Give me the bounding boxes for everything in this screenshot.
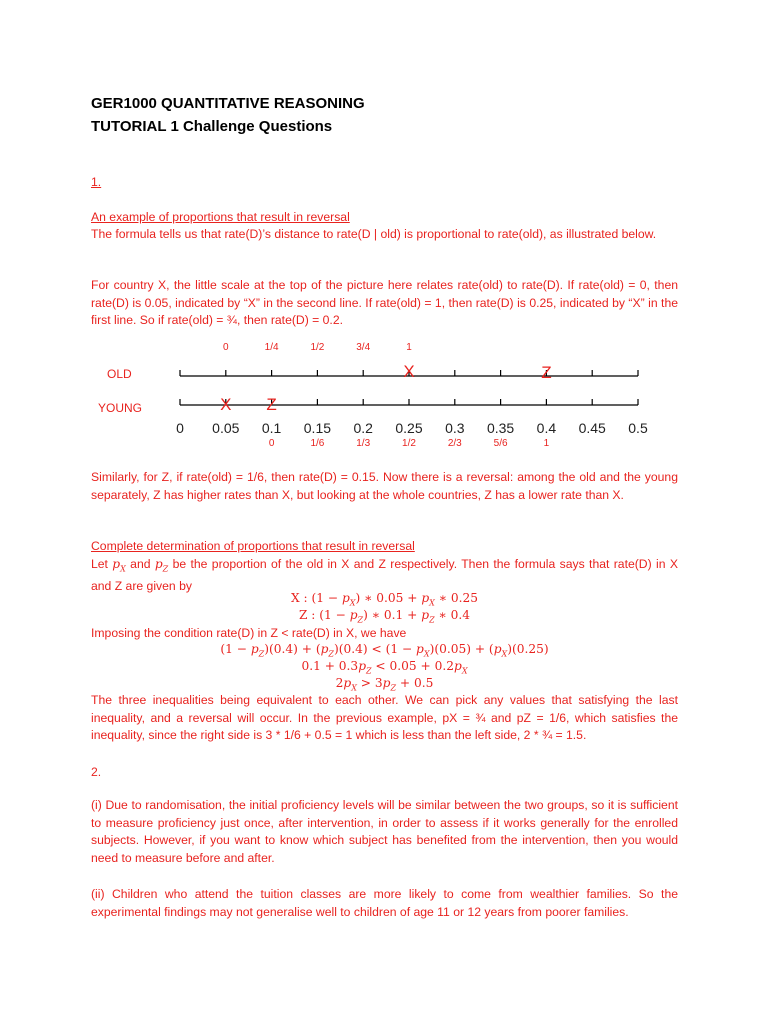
- rate-d-tick-label: 0.3: [445, 420, 465, 436]
- tutorial-title: TUTORIAL 1 Challenge Questions: [91, 118, 333, 135]
- old-rate-scale-labels: [223, 342, 412, 353]
- country-markers: [220, 362, 551, 414]
- young-proportion-label: 1/3: [356, 438, 371, 449]
- old-proportion-label: 3/4: [356, 342, 371, 353]
- young-number-line: [180, 399, 638, 405]
- inequality-3: $2p_X > 3p_Z + 0.5$: [335, 676, 434, 693]
- old-proportion-label: 1: [406, 342, 412, 353]
- inequality-1: $(1 - p_Z)(0.4) + (p_Z)(0.4) < (1 - p_X)(0.05) + (p_X)(0.25)$: [220, 642, 549, 659]
- paragraph-inequalities: The three inequalities being equivalent to each other. We can pick any values that satisfying the last inequality, and a reversal will occur. In the previous example, pX = ¾ and pZ = 1/6, which satisfies the inequality, since the right side is 3 * 1/6 + 0.5 = 1 which is less than the left side, 2 * ¾ = 1.5.: [91, 693, 678, 742]
- rate-scale-figure: [0, 330, 768, 450]
- course-title: GER1000 QUANTITATIVE REASONING: [91, 95, 365, 112]
- rate-d-tick-label: 0.25: [395, 420, 423, 436]
- young-proportion-label: 0: [268, 438, 275, 449]
- rate-d-tick-label: 0.1: [261, 420, 282, 436]
- equation-z: Z : $(1 - p_Z)$ ∗ $0.1 + p_Z$ ∗ 0.4: [298, 608, 471, 625]
- rate-d-tick-label: 0.15: [303, 420, 332, 436]
- paragraph-proportions: Let $p_X$ and $p_Z$ be the proportion of the old in X and Z respectively. Then the formula says that rate(D) in X and Z are given by: [91, 557, 678, 593]
- marker-x-young: X: [220, 395, 232, 414]
- old-proportion-label: 0: [223, 342, 229, 353]
- young-proportion-label: 1: [543, 438, 550, 449]
- paragraph-randomisation: (i) Due to randomisation, the initial proficiency levels will be similar between the two groups, so it is sufficient to measure proficiency just once, after intervention, in order to assess if it works generally for the enrolled subjects. However, if you want to know which subject has benefited from the intervention, then you would need to measure before and after.: [91, 798, 678, 865]
- young-proportion-label: 1/6: [310, 438, 325, 449]
- rate-d-tick-labels: [176, 420, 648, 436]
- paragraph-generalisation: (ii) Children who attend the tuition classes are more likely to come from wealthier families. So the experimental findings may not generalise well to children of age 11 or 12 years from poorer families.: [91, 887, 678, 919]
- marker-x-old: X: [403, 362, 415, 381]
- young-proportion-scale-labels: [269, 438, 550, 449]
- old-proportion-label: 1/2: [310, 342, 325, 353]
- marker-z-old: Z: [541, 363, 552, 382]
- rate-d-tick-label: 0.35: [486, 420, 515, 436]
- rate-d-tick-label: 0.05: [212, 420, 240, 436]
- rate-d-tick-label: 0: [176, 420, 184, 436]
- young-proportion-label: 5/6: [493, 438, 508, 449]
- section-heading-determination: Complete determination of proportions that result in reversal: [91, 539, 415, 553]
- paragraph-condition: Imposing the condition rate(D) in Z < rate(D) in X, we have: [91, 626, 407, 640]
- equation-x: X : $(1 - p_X)$ ∗ $0.05 + p_X$ ∗ 0.25: [290, 591, 479, 608]
- paragraph-reversal-example: Similarly, for Z, if rate(old) = 1/6, then rate(D) = 0.15. Now there is a reversal: among the old and the young separately, Z has higher rates than X, but looking at the whole countries, Z has a lower rate than X.: [91, 470, 678, 502]
- paragraph-formula: The formula tells us that rate(D)’s distance to rate(D | old) is proportional to rate(old), as illustrated below.: [91, 227, 657, 241]
- question-1-number: 1.: [91, 175, 102, 189]
- inequality-2: $0.1 + 0.3p_Z < 0.05 + 0.2p_X$: [301, 659, 468, 676]
- young-proportion-label: 2/3: [447, 438, 462, 449]
- paragraph-country-x: For country X, the little scale at the top of the picture here relates rate(old) to rate(D). If rate(old) = 0, then rate(D) is 0.05, indicated by “X” in the second line. If rate(old) = 1, then rate(D) is 0.25, indicated by “X” in the first line. So if rate(old) = ¾, then rate(D) = 0.2.: [91, 278, 678, 327]
- question-2-number: 2.: [91, 765, 102, 779]
- young-proportion-label: 1/2: [402, 438, 416, 449]
- old-proportion-label: 1/4: [264, 342, 279, 353]
- rate-d-tick-label: 0.2: [353, 420, 373, 436]
- rate-d-tick-label: 0.4: [536, 420, 557, 436]
- old-row-label: OLD: [107, 367, 132, 381]
- young-row-label: YOUNG: [98, 401, 143, 415]
- section-heading-example: An example of proportions that result in reversal: [91, 210, 350, 224]
- rate-d-tick-label: 0.5: [628, 420, 648, 436]
- rate-d-tick-label: 0.45: [578, 420, 606, 436]
- marker-z-young: Z: [266, 395, 277, 414]
